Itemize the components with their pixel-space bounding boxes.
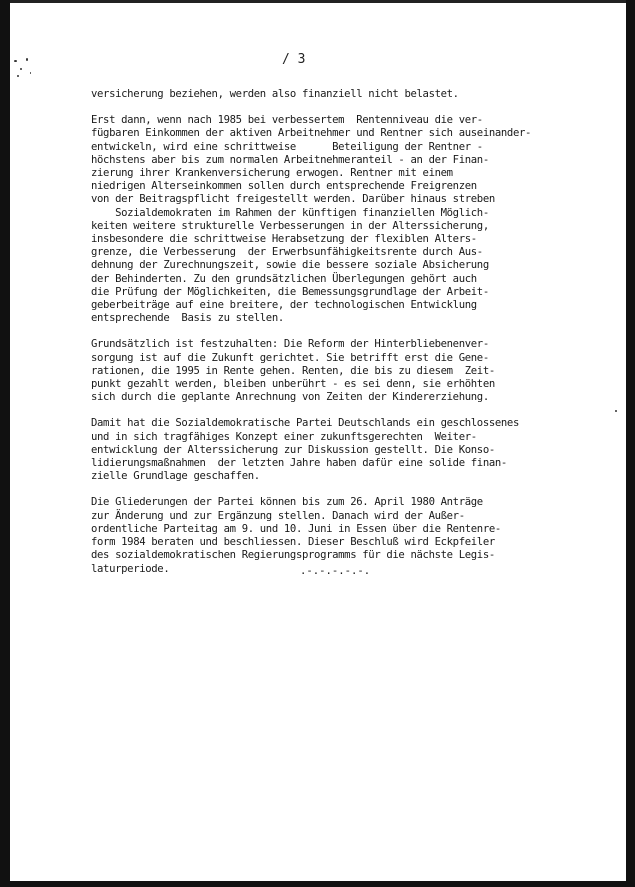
text-line: zierung ihrer Krankenversicherung erwogen. Rentner mit einem [91,167,453,180]
text-line: zur Änderung und zur Ergänzung stellen. Danach wird der Außer- [91,509,465,522]
document-body [91,88,611,589]
paragraph-2 [91,114,611,325]
text-line: der Behinderten. Zu den grundsätzlichen Überlegungen gehört auch [91,272,477,285]
text-line: zielle Grundlage geschaffen. [91,470,260,483]
text-line: insbesondere die schrittweise Herabsetzung der flexiblen Alters- [91,233,477,246]
text-line: versicherung beziehen, werden also finanziell nicht belastet. [91,88,459,100]
paragraph-1 [91,88,611,101]
text-line: Grundsätzlich ist festzuhalten: Die Reform der Hinterbliebenenver- [91,338,489,351]
text-line: entwicklung der Alterssicherung zur Diskussion gestellt. Die Konso- [91,443,495,456]
text-line: niedrigen Alterseinkommen sollen durch entsprechende Freigrenzen [91,180,477,193]
scan-speck [615,410,617,412]
scan-speck [17,75,19,77]
text-line: ordentliche Parteitag am 9. und 10. Juni in Essen über die Rentenre- [91,522,501,535]
text-line: punkt gezahlt werden, bleiben unberührt - es sei denn, sie erhöhten [91,378,495,391]
text-line: form 1984 beraten und beschliessen. Dieser Beschluß wird Eckpfeiler [91,536,495,549]
text-line: von der Beitragspflicht freigestellt werden. Darüber hinaus streben [91,193,495,206]
text-line: Damit hat die Sozialdemokratische Partei Deutschlands ein geschlossenes [91,417,519,430]
text-line: Die Gliederungen der Partei können bis zum 26. April 1980 Anträge [91,496,483,509]
paragraph-3 [91,338,611,404]
scan-edge-bottom [0,881,635,887]
text-line: sorgung ist auf die Zukunft gerichtet. Sie betrifft erst die Gene- [91,351,489,364]
text-line: grenze, die Verbesserung der Erwerbsunfähigkeitsrente durch Aus- [91,246,483,259]
paragraph-5 [91,496,611,575]
scan-speck [14,60,17,62]
text-line: Sozialdemokraten im Rahmen der künftigen finanziellen Möglich- [91,206,489,219]
text-line: laturperiode. [91,562,170,575]
page-number: / 3 [282,52,306,67]
scan-speck [20,68,22,70]
scan-edge-top [0,0,635,3]
scan-speck [26,58,28,61]
text-line: lidierungsmaßnahmen der letzten Jahre haben dafür eine solide finan- [91,457,507,470]
text-line: Erst dann, wenn nach 1985 bei verbessertem Rentenniveau die ver- [91,114,483,127]
text-line: entwickeln, wird eine schrittweise Beteiligung der Rentner - [91,140,483,153]
paragraph-4 [91,417,611,483]
end-separator: .-.-.-.-.-. [300,565,371,577]
text-line: fügbaren Einkommen der aktiven Arbeitnehmer und Rentner sich auseinander- [91,127,532,140]
text-line: und in sich tragfähiges Konzept einer zukunftsgerechten Weiter- [91,430,477,443]
text-line: geberbeiträge auf eine breitere, der technologischen Entwicklung [91,299,477,312]
text-line: höchstens aber bis zum normalen Arbeitnehmeranteil - an der Finan- [91,153,489,166]
scan-edge-right [626,0,635,887]
text-line: rationen, die 1995 in Rente gehen. Renten, die bis zu diesem Zeit- [91,364,495,377]
scan-speck [30,72,31,74]
text-line: dehnung der Zurechnungszeit, sowie die bessere soziale Absicherung [91,259,489,272]
scan-edge-left [0,0,10,887]
text-line: entsprechende Basis zu stellen. [91,312,284,325]
text-line: keiten weitere strukturelle Verbesserungen in der Alterssicherung, [91,219,489,232]
text-line: die Prüfung der Möglichkeiten, die Bemessungsgrundlage der Arbeit- [91,285,489,298]
text-line: des sozialdemokratischen Regierungsprogramms für die nächste Legis- [91,549,495,562]
text-line: sich durch die geplante Anrechnung von Zeiten der Kindererziehung. [91,391,489,404]
